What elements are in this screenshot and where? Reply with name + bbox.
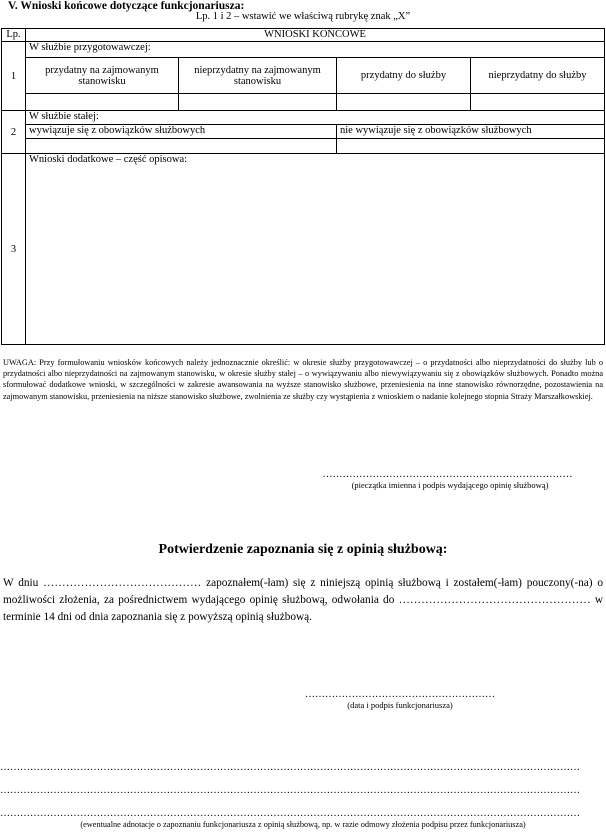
option-fit-service: przydatny do służby [337,58,471,94]
row3-label: Wnioski dodatkowe – część opisowa: [29,154,188,165]
checkbox-unfit-service[interactable] [471,94,605,111]
annotation-line-3: ………………………………………………………………………………………………………………………………………………………… [0,808,580,819]
row2-label: W służbie stałej: [26,111,605,125]
checkbox-fit-service[interactable] [337,94,471,111]
row-number-1: 1 [2,42,26,111]
signature-caption-issuer: (pieczątka imienna i podpis wydającego opinię służbową) [351,480,549,490]
note-text: UWAGA: Przy formułowaniu wniosków końcowych należy jednoznacznie określić: w okresie służby przygotowawczej – o przydatności albo nieprzydatności do służby lub o przydatności albo nieprzydatności na zajmowanym stanowisku, w okresie służby stałej – o wywiązywaniu albo niewywiązywaniu się z obowiązków służbowych. Ponadto można sformułować dodatkowe wnioski, w szczególności w zakresie awansowania na wyższe stanowisko służbowe, przeniesienia na inne stanowisko równorzędne, pozostawienia na zajmowanym stanowisku, przeniesienia na niższe stanowisko służbowe, zwolnienia ze służby czy wystąpienia z wnioskiem o nadanie kolejnego stopnia Straży Marszałkowskiej. [3,358,603,401]
checkbox-not-fulfills-duties[interactable] [337,139,605,154]
row1-label: W służbie przygotowawczej: [26,42,605,58]
annotation-caption: (ewentualne adnotacje o zapoznaniu funkcjonariusza z opinią służbową, np. w razie odmowy złożenia podpisu przez funkcjonariusza) [80,820,526,829]
signature-line-issuer: ………………………………………………………………… [322,469,573,480]
option-unfit-service: nieprzydatny do służby [471,58,605,94]
row-number-3: 3 [2,154,26,345]
annotation-line-1: ………………………………………………………………………………………………………………………………………………………… [0,762,580,773]
header-conclusions: WNIOSKI KOŃCOWE [26,29,605,42]
signature-caption-officer: (data i podpis funkcjonariusza) [347,700,453,710]
confirmation-text: W dniu …………………………………… zapoznałem(-łam) się z niniejszą opinią służbową i zostałem(-łam) pouczony(-na) o możliwości złożenia, za pośrednictwem wydającego opinię służbową, odwołania do …………………………………………… w terminie 14 dni od dnia zapoznania się z powyższą opinią służbową. [3,577,603,623]
checkbox-fit-position[interactable] [26,94,179,111]
additional-conclusions-field[interactable] [26,154,605,345]
annotation-line-2: ………………………………………………………………………………………………………………………………………………………… [0,785,580,796]
instruction-text: Lp. 1 i 2 – wstawić we właściwą rubrykę znak „X” [195,11,411,22]
signature-line-officer: ………………………………………………… [305,689,495,700]
option-fulfills-duties: wywiązuje się z obowiązków służbowych [26,125,337,139]
row-number-2: 2 [2,111,26,154]
confirmation-heading: Potwierdzenie zapoznania się z opinią służbową: [158,542,448,557]
checkbox-unfit-position[interactable] [179,94,337,111]
option-not-fulfills-duties: nie wywiązuje się z obowiązków służbowych [337,125,605,139]
option-fit-position: przydatny na zajmowanym stanowisku [26,58,179,94]
header-lp: Lp. [2,29,26,42]
conclusions-table [1,28,605,345]
section-title: V. Wnioski końcowe dotyczące funkcjonariusza: [8,0,245,12]
option-unfit-position: nieprzydatny na zajmowanym stanowisku [179,58,337,94]
checkbox-fulfills-duties[interactable] [26,139,337,154]
